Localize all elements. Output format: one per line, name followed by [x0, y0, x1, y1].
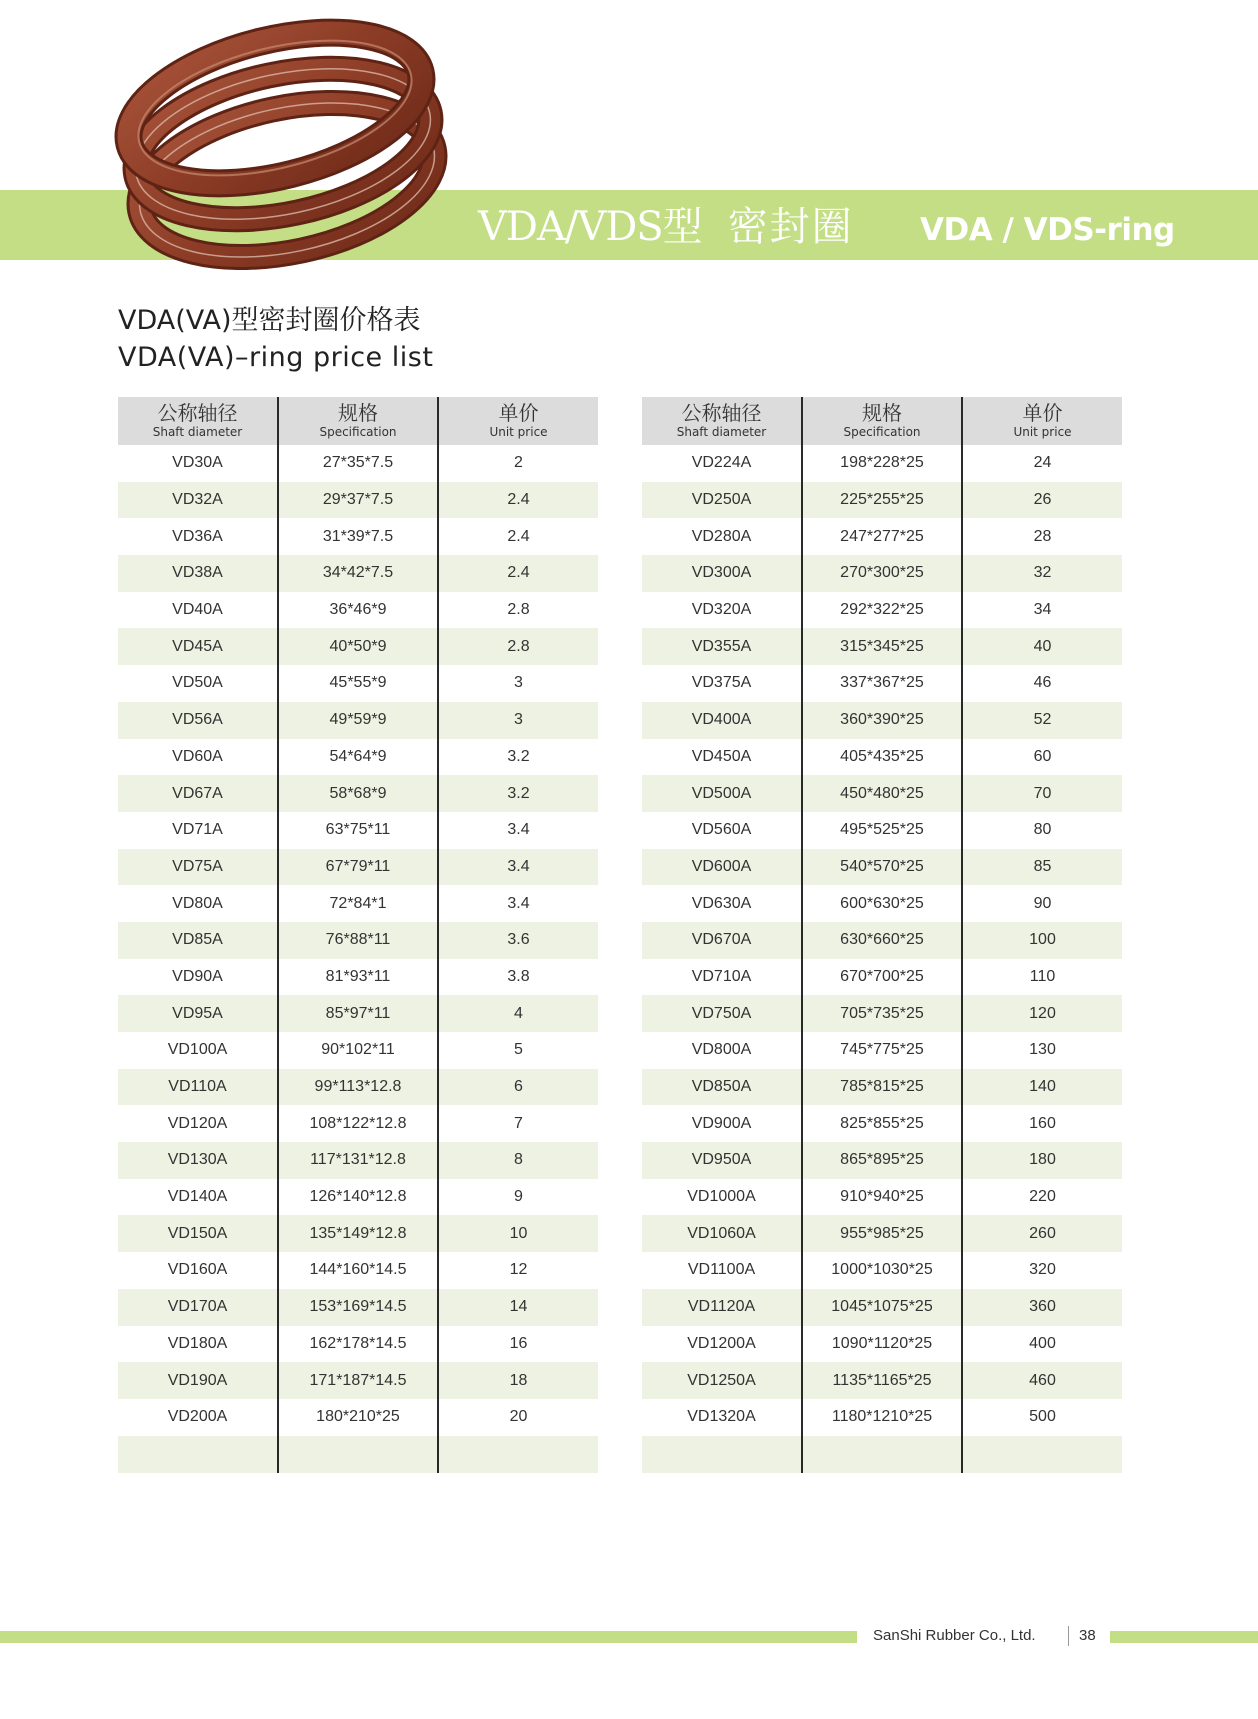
cell-unit-price: 2: [438, 445, 598, 482]
table-row: [118, 1252, 598, 1289]
cell-specification: 180*210*25: [278, 1399, 438, 1436]
cell-unit-price: [962, 1436, 1122, 1473]
table-row: [118, 1215, 598, 1252]
header-shaft-diameter: [118, 397, 278, 445]
table-row: [642, 959, 1122, 996]
cell-specification: 31*39*7.5: [278, 518, 438, 555]
cell-unit-price: 460: [962, 1362, 1122, 1399]
table-row: [118, 1289, 598, 1326]
table-row: [118, 739, 598, 776]
cell-specification: 360*390*25: [802, 702, 962, 739]
cell-unit-price: 3.2: [438, 775, 598, 812]
cell-specification: 1180*1210*25: [802, 1399, 962, 1436]
cell-shaft-diameter: VD600A: [642, 849, 802, 886]
cell-shaft-diameter: VD710A: [691, 967, 752, 985]
cell-shaft-diameter: VD450A: [691, 747, 752, 765]
header-label-cn: 公称轴径: [157, 401, 238, 425]
cell-unit-price: 130: [962, 1032, 1122, 1069]
cell-shaft-diameter: VD355A: [642, 628, 802, 665]
cell-specification: 108*122*12.8: [278, 1105, 438, 1142]
cell-shaft-diameter: VD56A: [118, 702, 278, 739]
cell-shaft-diameter: VD180A: [167, 1334, 228, 1352]
header-label-cn: 单价: [1022, 401, 1063, 425]
cell-unit-price: 2.4: [438, 518, 598, 555]
cell-unit-price: 28: [962, 518, 1122, 555]
cell-unit-price: 85: [962, 849, 1122, 886]
cell-specification: 270*300*25: [802, 555, 962, 592]
cell-specification: 36*46*9: [278, 592, 438, 629]
header-label-en: Shaft diameter: [152, 425, 243, 439]
cell-shaft-diameter: VD950A: [642, 1142, 802, 1179]
cell-shaft-diameter: VD45A: [118, 628, 278, 665]
cell-unit-price: 3: [438, 665, 598, 702]
table-row: [118, 555, 598, 592]
cell-unit-price: 32: [962, 555, 1122, 592]
cell-shaft-diameter: VD95A: [118, 995, 278, 1032]
header-specification: [278, 397, 438, 445]
product-rubber-rings-image: [105, 12, 450, 270]
cell-shaft-diameter: VD190A: [118, 1362, 278, 1399]
table-row: [118, 1179, 598, 1216]
cell-specification: 90*102*11: [278, 1032, 438, 1069]
cell-shaft-diameter: VD160A: [167, 1261, 228, 1279]
cell-unit-price: 70: [962, 775, 1122, 812]
table-row: [118, 1069, 598, 1106]
table-row: [118, 959, 598, 996]
cell-specification: 630*660*25: [802, 922, 962, 959]
table-row: [642, 702, 1122, 739]
table-row: [642, 885, 1122, 922]
cell-specification: 54*64*9: [278, 739, 438, 776]
cell-unit-price: 320: [962, 1252, 1122, 1289]
cell-specification: 67*79*11: [278, 849, 438, 886]
cell-unit-price: 3.6: [438, 922, 598, 959]
table-row: [118, 1105, 598, 1142]
cell-specification: 600*630*25: [802, 885, 962, 922]
cell-unit-price: 260: [962, 1215, 1122, 1252]
cell-shaft-diameter: VD1120A: [642, 1289, 802, 1326]
cell-specification: 198*228*25: [802, 445, 962, 482]
table-row: [118, 482, 598, 519]
cell-specification: 85*97*11: [278, 995, 438, 1032]
table-row: [642, 812, 1122, 849]
cell-unit-price: 24: [962, 445, 1122, 482]
table-row: [642, 518, 1122, 555]
cell-shaft-diameter: VD71A: [172, 821, 223, 839]
cell-shaft-diameter: VD130A: [118, 1142, 278, 1179]
footer-company-name: SanShi Rubber Co., Ltd.: [873, 1627, 1036, 1644]
banner-title-cn: 密封圈: [727, 204, 854, 250]
cell-shaft-diameter: VD800A: [691, 1041, 752, 1059]
cell-specification: 117*131*12.8: [278, 1142, 438, 1179]
cell-shaft-diameter: VD80A: [172, 894, 223, 912]
cell-shaft-diameter: VD1060A: [642, 1215, 802, 1252]
header-shaft-diameter: [642, 397, 802, 445]
price-list-heading-cn: VDA(VA)型密封圈价格表: [118, 305, 421, 336]
cell-specification: 34*42*7.5: [278, 555, 438, 592]
page-number: 38: [1079, 1627, 1096, 1644]
cell-shaft-diameter: VD32A: [118, 482, 278, 519]
cell-unit-price: 110: [962, 959, 1122, 996]
price-table-left: [118, 397, 598, 1473]
table-row: [642, 739, 1122, 776]
header-label-en: Shaft diameter: [676, 425, 767, 439]
cell-specification: 825*855*25: [802, 1105, 962, 1142]
table-row: [642, 1252, 1122, 1289]
cell-unit-price: 2.8: [438, 628, 598, 665]
cell-specification: 29*37*7.5: [278, 482, 438, 519]
cell-shaft-diameter: VD140A: [167, 1188, 228, 1206]
header-specification: [802, 397, 962, 445]
cell-unit-price: [438, 1436, 598, 1473]
table-row: [118, 665, 598, 702]
table-row: [118, 1399, 598, 1436]
table-row: [118, 1142, 598, 1179]
cell-specification: [802, 1436, 962, 1473]
cell-shaft-diameter: VD300A: [642, 555, 802, 592]
cell-shaft-diameter: [642, 1436, 802, 1473]
cell-shaft-diameter: VD120A: [167, 1114, 228, 1132]
cell-specification: 910*940*25: [802, 1179, 962, 1216]
table-row: [642, 1436, 1122, 1473]
cell-shaft-diameter: VD40A: [172, 601, 223, 619]
cell-shaft-diameter: VD320A: [691, 601, 752, 619]
cell-specification: 1000*1030*25: [802, 1252, 962, 1289]
table-row: [642, 1179, 1122, 1216]
cell-shaft-diameter: VD60A: [172, 747, 223, 765]
table-row: [118, 922, 598, 959]
cell-shaft-diameter: VD30A: [172, 454, 223, 472]
table-row: [642, 482, 1122, 519]
table-header-row: [118, 397, 598, 445]
table-row: [118, 1032, 598, 1069]
cell-specification: 315*345*25: [802, 628, 962, 665]
cell-shaft-diameter: VD630A: [691, 894, 752, 912]
cell-unit-price: 12: [438, 1252, 598, 1289]
cell-specification: 495*525*25: [802, 812, 962, 849]
table-row: [642, 1069, 1122, 1106]
cell-shaft-diameter: VD90A: [172, 967, 223, 985]
cell-shaft-diameter: VD375A: [691, 674, 752, 692]
cell-shaft-diameter: VD280A: [691, 527, 752, 545]
cell-unit-price: 400: [962, 1326, 1122, 1363]
cell-shaft-diameter: VD850A: [642, 1069, 802, 1106]
cell-unit-price: 34: [962, 592, 1122, 629]
cell-shaft-diameter: VD110A: [118, 1069, 278, 1106]
table-row: [118, 849, 598, 886]
table-header-row: [642, 397, 1122, 445]
cell-unit-price: 3: [438, 702, 598, 739]
cell-specification: 135*149*12.8: [278, 1215, 438, 1252]
cell-unit-price: 80: [962, 812, 1122, 849]
cell-specification: 405*435*25: [802, 739, 962, 776]
table-row: [642, 665, 1122, 702]
cell-unit-price: 120: [962, 995, 1122, 1032]
cell-unit-price: 500: [962, 1399, 1122, 1436]
cell-specification: 955*985*25: [802, 1215, 962, 1252]
cell-unit-price: 60: [962, 739, 1122, 776]
header-label-en: Specification: [319, 425, 397, 439]
cell-shaft-diameter: VD750A: [642, 995, 802, 1032]
cell-unit-price: 140: [962, 1069, 1122, 1106]
cell-specification: 76*88*11: [278, 922, 438, 959]
cell-specification: 40*50*9: [278, 628, 438, 665]
cell-unit-price: 2.4: [438, 482, 598, 519]
table-row: [642, 1032, 1122, 1069]
cell-specification: 337*367*25: [802, 665, 962, 702]
cell-specification: 225*255*25: [802, 482, 962, 519]
cell-specification: 126*140*12.8: [278, 1179, 438, 1216]
cell-shaft-diameter: VD400A: [642, 702, 802, 739]
table-row: [118, 518, 598, 555]
cell-shaft-diameter: VD670A: [642, 922, 802, 959]
cell-unit-price: 180: [962, 1142, 1122, 1179]
cell-unit-price: 26: [962, 482, 1122, 519]
cell-shaft-diameter: VD100A: [167, 1041, 228, 1059]
table-row: [642, 1105, 1122, 1142]
cell-specification: 705*735*25: [802, 995, 962, 1032]
cell-unit-price: 10: [438, 1215, 598, 1252]
table-row: [118, 1436, 598, 1473]
table-row: [118, 592, 598, 629]
table-row: [118, 885, 598, 922]
footer-bar: [0, 1631, 857, 1643]
cell-unit-price: 2.4: [438, 555, 598, 592]
cell-shaft-diameter: VD1000A: [687, 1188, 756, 1206]
header-label-cn: 公称轴径: [681, 401, 762, 425]
cell-specification: 171*187*14.5: [278, 1362, 438, 1399]
cell-shaft-diameter: VD150A: [118, 1215, 278, 1252]
banner-title-en: VDA/VDS型: [478, 204, 702, 250]
cell-specification: 162*178*14.5: [278, 1326, 438, 1363]
table-row: [642, 592, 1122, 629]
cell-shaft-diameter: VD170A: [118, 1289, 278, 1326]
cell-shaft-diameter: VD900A: [691, 1114, 752, 1132]
cell-unit-price: 360: [962, 1289, 1122, 1326]
cell-shaft-diameter: VD560A: [691, 821, 752, 839]
cell-shaft-diameter: VD1320A: [687, 1408, 756, 1426]
table-row: [118, 1362, 598, 1399]
cell-unit-price: 3.4: [438, 885, 598, 922]
cell-specification: 1090*1120*25: [802, 1326, 962, 1363]
cell-unit-price: 3.4: [438, 812, 598, 849]
cell-shaft-diameter: VD1200A: [687, 1334, 756, 1352]
cell-shaft-diameter: VD36A: [172, 527, 223, 545]
header-label-en: Unit price: [489, 425, 548, 439]
cell-shaft-diameter: VD200A: [167, 1408, 228, 1426]
cell-specification: 785*815*25: [802, 1069, 962, 1106]
cell-shaft-diameter: VD1100A: [687, 1261, 756, 1279]
table-row: [118, 995, 598, 1032]
cell-specification: 99*113*12.8: [278, 1069, 438, 1106]
cell-unit-price: 16: [438, 1326, 598, 1363]
cell-specification: 45*55*9: [278, 665, 438, 702]
cell-shaft-diameter: VD50A: [172, 674, 223, 692]
cell-unit-price: 20: [438, 1399, 598, 1436]
table-row: [118, 775, 598, 812]
cell-specification: [278, 1436, 438, 1473]
table-row: [118, 812, 598, 849]
header-label-cn: 单价: [498, 401, 539, 425]
cell-unit-price: 220: [962, 1179, 1122, 1216]
header-unit-price: [962, 397, 1122, 445]
header-label-en: Specification: [843, 425, 921, 439]
cell-specification: 27*35*7.5: [278, 445, 438, 482]
cell-unit-price: 9: [438, 1179, 598, 1216]
cell-specification: 670*700*25: [802, 959, 962, 996]
cell-specification: 153*169*14.5: [278, 1289, 438, 1326]
cell-unit-price: 52: [962, 702, 1122, 739]
cell-unit-price: 5: [438, 1032, 598, 1069]
table-row: [118, 702, 598, 739]
table-row: [642, 922, 1122, 959]
cell-unit-price: 4: [438, 995, 598, 1032]
table-row: [642, 995, 1122, 1032]
cell-unit-price: 7: [438, 1105, 598, 1142]
cell-unit-price: 46: [962, 665, 1122, 702]
header-unit-price: [438, 397, 598, 445]
banner-subtitle: VDA / VDS-ring: [920, 212, 1175, 248]
cell-specification: 1045*1075*25: [802, 1289, 962, 1326]
cell-specification: 450*480*25: [802, 775, 962, 812]
cell-unit-price: 160: [962, 1105, 1122, 1142]
table-row: [642, 849, 1122, 886]
cell-specification: 1135*1165*25: [802, 1362, 962, 1399]
table-row: [642, 1399, 1122, 1436]
cell-specification: 247*277*25: [802, 518, 962, 555]
cell-specification: 63*75*11: [278, 812, 438, 849]
footer-bar: [1110, 1631, 1258, 1643]
cell-unit-price: 6: [438, 1069, 598, 1106]
cell-specification: 745*775*25: [802, 1032, 962, 1069]
cell-unit-price: 8: [438, 1142, 598, 1179]
cell-unit-price: 2.8: [438, 592, 598, 629]
table-row: [642, 775, 1122, 812]
cell-shaft-diameter: VD250A: [642, 482, 802, 519]
table-row: [118, 628, 598, 665]
cell-specification: 144*160*14.5: [278, 1252, 438, 1289]
cell-shaft-diameter: VD224A: [691, 454, 752, 472]
cell-unit-price: 3.2: [438, 739, 598, 776]
cell-specification: 865*895*25: [802, 1142, 962, 1179]
table-row: [642, 1362, 1122, 1399]
table-row: [118, 445, 598, 482]
cell-unit-price: 18: [438, 1362, 598, 1399]
cell-unit-price: 3.4: [438, 849, 598, 886]
header-label-cn: 规格: [338, 401, 378, 425]
cell-unit-price: 40: [962, 628, 1122, 665]
table-row: [642, 445, 1122, 482]
header-label-cn: 规格: [862, 401, 902, 425]
cell-shaft-diameter: VD1250A: [642, 1362, 802, 1399]
cell-shaft-diameter: [118, 1436, 278, 1473]
price-list-heading-en: VDA(VA)–ring price list: [118, 342, 434, 373]
cell-shaft-diameter: VD75A: [118, 849, 278, 886]
cell-specification: 58*68*9: [278, 775, 438, 812]
cell-specification: 292*322*25: [802, 592, 962, 629]
cell-unit-price: 90: [962, 885, 1122, 922]
header-label-en: Unit price: [1013, 425, 1072, 439]
cell-specification: 81*93*11: [278, 959, 438, 996]
table-row: [642, 555, 1122, 592]
cell-shaft-diameter: VD67A: [118, 775, 278, 812]
cell-shaft-diameter: VD38A: [118, 555, 278, 592]
cell-unit-price: 14: [438, 1289, 598, 1326]
cell-specification: 49*59*9: [278, 702, 438, 739]
table-row: [642, 628, 1122, 665]
cell-shaft-diameter: VD500A: [642, 775, 802, 812]
table-row: [642, 1142, 1122, 1179]
cell-unit-price: 3.8: [438, 959, 598, 996]
table-row: [642, 1289, 1122, 1326]
cell-specification: 72*84*1: [278, 885, 438, 922]
table-row: [642, 1326, 1122, 1363]
footer-divider: [1068, 1626, 1069, 1646]
table-row: [118, 1326, 598, 1363]
cell-unit-price: 100: [962, 922, 1122, 959]
cell-shaft-diameter: VD85A: [118, 922, 278, 959]
cell-specification: 540*570*25: [802, 849, 962, 886]
banner-title: [478, 197, 854, 257]
price-table-right: [642, 397, 1122, 1473]
table-row: [642, 1215, 1122, 1252]
